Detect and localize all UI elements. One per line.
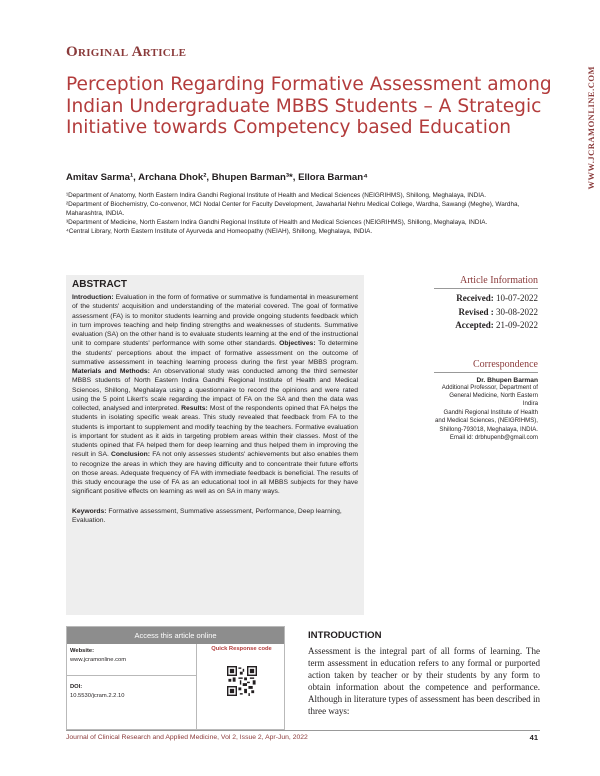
correspondence-line: Shillong-793018, Meghalaya, INDIA. [439, 425, 538, 433]
correspondence-line: and Medical Sciences, (NEIGRIHMS), [435, 417, 538, 425]
correspondence-details [434, 384, 538, 443]
correspondence-line: Additional Professor, Department of [441, 383, 538, 391]
accepted-label: Accepted: [455, 320, 494, 330]
abstract-heading: ABSTRACT [72, 279, 127, 290]
abstract-conclusion-label: Conclusion: [111, 451, 151, 459]
doi-label: DOI: [70, 684, 83, 690]
affiliation-2: ²Department of Biochemistry, Co-convenor, MCI Nodal Center for Faculty Development, Jawaharlal Nehru Medical College, Wardha, Sawangi (Meghe), Wardha, Maharashtra, INDIA. [66, 201, 520, 218]
article-info-panel [434, 275, 538, 442]
affiliation-1: ¹Department of Anatomy, North Eastern Indira Gandhi Regional Institute of Health and Medical Sciences (NEIGRIHMS), Shillong, Meghalaya, INDIA. [66, 192, 487, 199]
affiliation-4: ⁴Central Library, North Eastern Institute of Ayurveda and Homeopathy (NEIAH), Shillong, Meghalaya, INDIA. [66, 228, 373, 236]
article-info-heading: Article Information [434, 275, 538, 289]
keywords-text: Formative assessment, Summative assessment, Performance, Deep learning, Evaluation. [72, 507, 342, 524]
abstract-objectives-label: Objectives: [279, 340, 316, 348]
author-list: Amitav Sarma¹, Archana Dhok², Bhupen Barman³*, Ellora Barman⁴ [66, 172, 368, 183]
website-label: Website: [70, 648, 95, 654]
qr-code-icon[interactable] [227, 666, 257, 696]
abstract-results-label: Results: [181, 405, 208, 412]
correspondence-name: Dr. Bhupen Barman [476, 376, 538, 384]
qr-panel [197, 644, 286, 730]
access-heading: Access this article online [67, 627, 284, 644]
received-value: 10-07-2022 [496, 293, 538, 303]
abstract-methods-text: An observational study was conducted among the third semester MBBS students of North Eastern Indira Gandhi Regional Institute of Health and Medical Sciences, Shillong, Meghalaya using a questionnaire to record the opinions and were rated using the 5 point Likert's scale regarding the impact of FA on the SA and then the data was collected, analysed and interpreted. [72, 368, 359, 412]
qr-label: Quick Response code [211, 646, 272, 652]
received-date [434, 292, 538, 306]
side-journal-url: WWW.JCRAMONLINE.COM [586, 66, 596, 190]
keywords [72, 507, 358, 526]
abstract-intro-text: Evaluation in the form of formative or summative is fundamental in measurement of the students' acquisition and understanding of the material covered. The goal of formative assessment (FA) is to monitor students learning and provide ongoing students feedback which in turn improves teaching and help finding strengths and weaknesses of students. Summative evaluation (SA) on the other hand is to evaluate students learning at the end of the instructional unit to compare students' performance with some other standards. [72, 294, 358, 348]
abstract-results-text: Most of the respondents opined that FA helps the students in isolating specific weak areas. This study revealed that feedback from FA to the students is important to supplement and modify teaching by the teachers. Formative evaluation is important for student as it aids in targeting problem areas within their classes. Most of the students opined that FA helped them for deep learning and thus helped them in improving the result in SA. [72, 405, 358, 459]
correspondence-line: Gandhi Regional Institute of Health [443, 408, 538, 416]
revised-value: 30-08-2022 [496, 306, 538, 317]
abstract-box [66, 275, 364, 615]
footer-divider [66, 730, 540, 731]
revised-date [434, 306, 538, 320]
accepted-date [434, 319, 538, 333]
correspondence-line: General Medicine, North Eastern Indira [449, 391, 538, 408]
access-online-box [66, 626, 285, 730]
introduction-text: Assessment is the integral part of all forms of learning. The term assessment in education refers to any formal or purported action taken by teacher or by their students by any form to obtain information about the competence and performance. Although in literature types of assessment has been described in three ways: [308, 646, 540, 716]
abstract-objectives-text: To determine the students' perceptions about the impact of formative assessment on the outcome of summative assessment in teaching learning process during the first year MBBS program. [72, 340, 358, 366]
introduction-heading: INTRODUCTION [308, 630, 382, 641]
keywords-label: Keywords: [72, 507, 107, 515]
article-title: Perception Regarding Formative Assessment among Indian Undergraduate MBBS Students – A Strategic Initiative towards Competency based Education [66, 74, 552, 138]
access-details [67, 644, 197, 730]
section-label: Original Article [66, 44, 187, 60]
affiliations [66, 191, 536, 236]
website-link[interactable]: www.jcramonline.com [70, 657, 127, 663]
footer-journal: Journal of Clinical Research and Applied Medicine, Vol 2, Issue 2, Apr-Jun, 2022 [66, 734, 308, 741]
page-number: 41 [529, 733, 538, 742]
abstract-conclusion-text: FA not only assesses students' achievements but also enables them to recognize the areas in which they are having difficulty and to concentrate their future efforts on those areas. Adequate frequency of FA with immediate feedback is beneficial. The results of this study encourage the use of FA as an educational tool in all MBBS subjects for they have significant positive effects on learning as well as on SA in many ways. [72, 451, 358, 496]
received-label: Received: [456, 293, 494, 303]
affiliation-3: ³Department of Medicine, North Eastern Indira Gandhi Regional Institute of Health and Medical Sciences (NEIGRIHMS), Shillong, Meghalaya, INDIA. [66, 219, 488, 227]
revised-label: Revised : [458, 306, 494, 317]
correspondence-email[interactable]: Email id: drbhupenb@gmail.com [449, 433, 538, 441]
abstract-body [72, 293, 358, 497]
correspondence-heading: Correspondence [434, 359, 538, 373]
doi-value[interactable]: 10.5530/jcram.2.2.10 [70, 693, 125, 699]
abstract-intro-label: Introduction: [72, 294, 114, 301]
accepted-value: 21-09-2022 [496, 320, 538, 330]
abstract-methods-label: Materials and Methods: [72, 368, 150, 375]
